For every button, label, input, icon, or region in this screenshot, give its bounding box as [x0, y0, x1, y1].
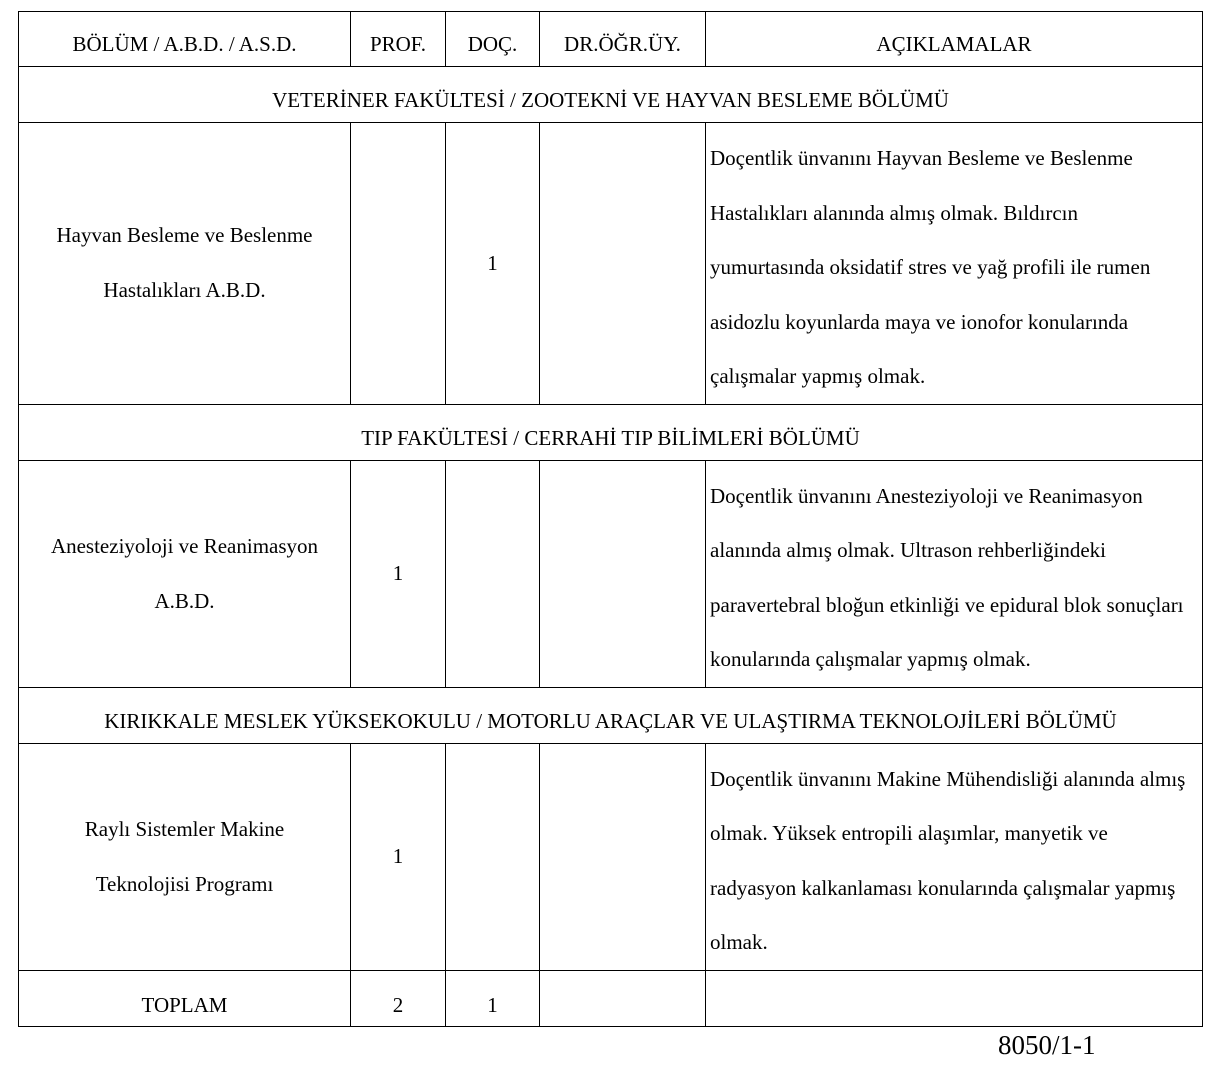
total-label: TOPLAM	[19, 970, 351, 1026]
section-title: VETERİNER FAKÜLTESİ / ZOOTEKNİ VE HAYVAN BESLEME BÖLÜMÜ	[19, 67, 1203, 123]
header-dr: DR.ÖĞR.ÜY.	[540, 12, 706, 67]
total-notes	[706, 970, 1203, 1026]
section-row	[19, 67, 1203, 123]
dr-cell	[540, 460, 706, 687]
total-dr	[540, 970, 706, 1026]
table-row	[19, 123, 1203, 405]
prof-cell	[351, 123, 446, 405]
doc-cell: 1	[446, 123, 540, 405]
section-row	[19, 404, 1203, 460]
total-row	[19, 970, 1203, 1026]
total-prof: 2	[351, 970, 446, 1026]
doc-cell	[446, 743, 540, 970]
unit-cell: Anesteziyoloji ve Reanimasyon A.B.D.	[19, 460, 351, 687]
table-row	[19, 743, 1203, 970]
header-doc: DOÇ.	[446, 12, 540, 67]
unit-cell: Hayvan Besleme ve Beslenme Hastalıkları A.B.D.	[19, 123, 351, 405]
doc-cell	[446, 460, 540, 687]
total-doc: 1	[446, 970, 540, 1026]
notes-cell: Doçentlik ünvanını Anesteziyoloji ve Reanimasyon alanında almış olmak. Ultrason rehberliğindeki paravertebral bloğun etkinliği ve epidural blok sonuçları konularında çalışmalar yapmış olmak.	[706, 460, 1203, 687]
header-notes: AÇIKLAMALAR	[706, 12, 1203, 67]
document-number: 8050/1-1	[998, 1030, 1096, 1060]
table-row	[19, 460, 1203, 687]
header-row	[19, 12, 1203, 67]
unit-cell: Raylı Sistemler Makine Teknolojisi Programı	[19, 743, 351, 970]
prof-cell: 1	[351, 743, 446, 970]
dr-cell	[540, 743, 706, 970]
notes-cell: Doçentlik ünvanını Hayvan Besleme ve Beslenme Hastalıkları alanında almış olmak. Bıldırcın yumurtasında oksidatif stres ve yağ profili ile rumen asidozlu koyunlarda maya ve ionofor konularında çalışmalar yapmış olmak.	[706, 123, 1203, 405]
notes-cell: Doçentlik ünvanını Makine Mühendisliği alanında almış olmak. Yüksek entropili alaşımlar, manyetik ve radyasyon kalkanlaması konularında çalışmalar yapmış olmak.	[706, 743, 1203, 970]
section-title: TIP FAKÜLTESİ / CERRAHİ TIP BİLİMLERİ BÖLÜMÜ	[19, 404, 1203, 460]
dr-cell	[540, 123, 706, 405]
positions-table	[18, 11, 1203, 1027]
header-unit: BÖLÜM / A.B.D. / A.S.D.	[19, 12, 351, 67]
section-row	[19, 687, 1203, 743]
header-prof: PROF.	[351, 12, 446, 67]
section-title: KIRIKKALE MESLEK YÜKSEKOKULU / MOTORLU ARAÇLAR VE ULAŞTIRMA TEKNOLOJİLERİ BÖLÜMÜ	[19, 687, 1203, 743]
prof-cell: 1	[351, 460, 446, 687]
